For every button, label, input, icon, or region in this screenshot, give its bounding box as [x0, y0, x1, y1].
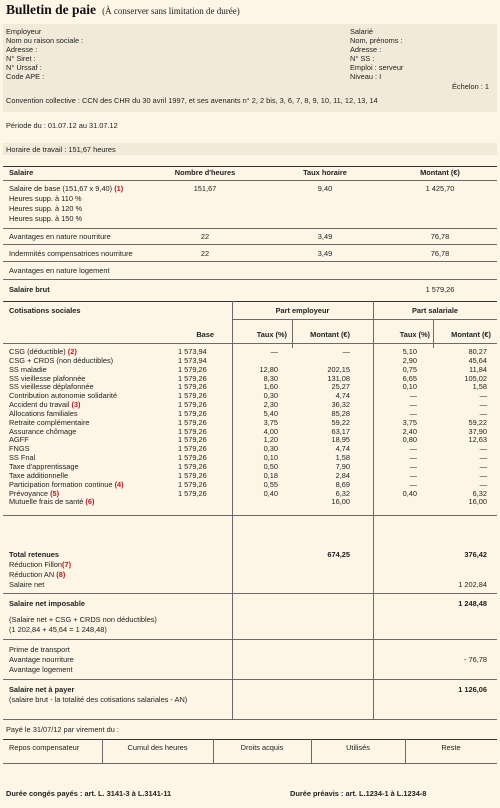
col-rate-er-header: Taux (%): [256, 330, 287, 339]
contrib-amount-ee-cell: —: [479, 400, 487, 410]
col-amount-ee-header: Montant (€): [451, 330, 491, 339]
leave-top-rule: [3, 739, 497, 740]
contrib-rate-ee-cell: 0,10: [402, 382, 417, 392]
contrib-amount-ee-cell: —: [479, 479, 487, 489]
base-salary-amount: 1 425,70: [425, 184, 455, 193]
col-rate-ee-header: Taux (%): [399, 330, 430, 339]
contrib-rate-ee-cell: 5,10: [402, 347, 417, 356]
extras-rule: [3, 679, 497, 680]
contrib-base-cell: 1 579,26: [178, 444, 207, 454]
contrib-rate-er-cell: 1,20: [263, 435, 278, 445]
contrib-row-label: Taxe d'apprentissage: [9, 461, 79, 471]
taxable-note-calc: (1 202,84 + 45,64 = 1 248,48): [9, 625, 107, 634]
contrib-rate-ee-cell: 2,40: [402, 426, 417, 436]
contrib-rate-er-cell: —: [270, 347, 278, 356]
document-title: Bulletin de paie: [6, 2, 97, 17]
contrib-base-cell: 1 579,26: [178, 400, 207, 410]
contrib-rate-er-cell: 5,40: [263, 408, 278, 418]
footer-paid-leave: Durée congés payés : art. L. 3141-3 à L.3141-11: [6, 789, 172, 798]
contrib-amount-er-cell: 85,28: [331, 408, 350, 418]
contrib-row-label: FNGS: [9, 444, 30, 454]
contrib-top-rule: [3, 301, 497, 302]
leave-bottom-rule: [3, 763, 497, 764]
part-heading-rule: [232, 319, 497, 320]
leave-col-droits: Droits acquis: [240, 743, 284, 752]
contrib-rate-er-cell: 12,80: [259, 364, 278, 374]
contrib-row-label: AGFF: [9, 435, 29, 445]
contrib-base-cell: [178, 498, 207, 507]
contrib-base-cell: 1 579,26: [178, 373, 207, 383]
contrib-rate-ee-cell: —: [409, 461, 417, 471]
contrib-row-label: SS Fnal: [9, 453, 36, 463]
contrib-amount-er-cell: 18,95: [331, 435, 350, 445]
contrib-rate-er-cell: [232, 498, 278, 507]
contrib-row-label: Prévoyance (5): [9, 488, 60, 498]
contrib-row-label: Allocations familiales: [9, 408, 78, 418]
ref-note: (2): [67, 347, 77, 356]
food-benefit-rate: 3,49: [317, 232, 333, 241]
net-salary-amount: 1 202,84: [458, 580, 487, 589]
contrib-amount-er-col: [292, 348, 350, 507]
base-salary-label: [9, 185, 123, 194]
contrib-rate-ee-cell: 2,90: [402, 355, 417, 365]
contrib-row-label: Participation formation continue (4): [9, 479, 124, 489]
employee-name-label: Nom, prénoms :: [350, 36, 403, 45]
food-indemnity-hours: 22: [200, 249, 210, 258]
contrib-amount-er-cell: 16,00: [331, 497, 350, 507]
contrib-amount-er-cell: 2,84: [335, 470, 350, 480]
contrib-amount-ee-cell: 12,63: [468, 435, 487, 445]
gross-salary-amount: 1 579,26: [425, 285, 455, 294]
employer-ape-label: Code APE :: [6, 72, 45, 81]
contrib-amount-er-cell: —: [342, 347, 350, 356]
contrib-row-label: CSG (déductible) (2): [9, 347, 77, 356]
contrib-rate-ee-cell: —: [409, 444, 417, 454]
contrib-amount-er-cell: 59,22: [331, 417, 350, 427]
footer-notice: Durée préavis : art. L.1234-1 à L.1234-8: [290, 789, 427, 798]
base-salary-text: Salaire de base (151,67 x 9,40): [9, 184, 113, 193]
an-reduction: Réduction AN (8): [9, 570, 66, 579]
contrib-rate-ee-cell: 6,65: [402, 373, 417, 383]
contrib-row-label: Retraite complémentaire: [9, 417, 90, 427]
total-retenues-employee: 376,42: [464, 550, 487, 559]
ref-note: (3): [71, 400, 81, 410]
contrib-labels-col: [9, 348, 189, 507]
ref-note: (7): [62, 560, 72, 569]
contrib-rate-er-cell: 0,30: [263, 444, 278, 454]
period-text: Période du : 01.07.12 au 31.07.12: [6, 121, 118, 130]
contrib-amount-ee-cell: 80,27: [468, 347, 487, 356]
employer-part-heading: Part employeur: [275, 306, 330, 315]
leave-col-reste: Reste: [441, 743, 461, 752]
housing-benefit-label: Avantages en nature logement: [9, 266, 110, 275]
housing-advantage-label: Avantage logement: [9, 665, 73, 674]
base-salary-hours: 151,67: [193, 184, 217, 193]
taxable-rule: [3, 639, 497, 640]
contrib-amount-ee-cell: 1,58: [472, 382, 487, 392]
contrib-base-cell: 1 573,94: [178, 355, 207, 365]
contrib-base-cell: 1 579,26: [178, 417, 207, 427]
employer-name-label: Nom ou raison sociale :: [6, 36, 84, 45]
contrib-base-cell: 1 579,26: [178, 426, 207, 436]
contrib-amount-ee-cell: 59,22: [468, 417, 487, 427]
contrib-rate-ee-cell: —: [409, 400, 417, 410]
employer-siret-label: N° Siret :: [6, 54, 36, 63]
leave-col-cumul: Cumul des heures: [127, 743, 188, 752]
contrib-base-cell: 1 579,26: [178, 488, 207, 498]
contrib-rate-ee-cell: 0,80: [402, 435, 417, 445]
net-pay-note: (salaire brut - la totalité des cotisations salariales - AN): [9, 695, 188, 704]
contrib-rate-er-col: [232, 348, 278, 507]
contrib-rate-er-cell: 0,50: [263, 461, 278, 471]
contrib-amount-ee-cell: —: [479, 453, 487, 463]
gross-salary-label: Salaire brut: [9, 285, 50, 294]
net-salary-label: Salaire net: [9, 580, 45, 589]
contrib-title: Cotisations sociales: [9, 306, 81, 315]
contrib-rate-er-cell: 8,30: [263, 373, 278, 383]
contrib-rate-ee-cell: 0,75: [402, 364, 417, 374]
food-advantage-amount: - 76,78: [463, 655, 487, 664]
food-benefit-hours: 22: [200, 232, 210, 241]
overtime-110: Heures supp. à 110 %: [9, 194, 82, 203]
contrib-base-cell: 1 579,26: [178, 461, 207, 471]
taxable-amount: 1 248,48: [458, 599, 487, 608]
total-retenues-employer: 674,25: [327, 550, 350, 559]
employee-echelon-label: Échelon : 1: [452, 82, 489, 91]
ref-note: (6): [85, 497, 95, 507]
contrib-amount-er-cell: 7,90: [335, 461, 350, 471]
salary-header-label: Salaire: [9, 168, 34, 177]
indemnity-rule: [3, 261, 497, 262]
contrib-row-label: SS vieillesse déplafonnée: [9, 382, 94, 392]
contrib-base-cell: 1 579,26: [178, 364, 207, 374]
leave-col-repos: Repos compensateur: [9, 743, 80, 752]
employee-job-label: Emploi : serveur: [350, 63, 404, 72]
contrib-rate-ee-cell: —: [409, 470, 417, 480]
contrib-rate-ee-cell: —: [409, 479, 417, 489]
contrib-rate-er-cell: 0,18: [263, 470, 278, 480]
employer-heading: Employeur: [6, 27, 42, 36]
food-benefit-label: Avantages en nature nourriture: [9, 232, 111, 241]
food-indemnity-label: Indemnités compensatrices nourriture: [9, 249, 133, 258]
base-salary-rate: 9,40: [317, 184, 333, 193]
contrib-rate-ee-cell: 3,75: [402, 417, 417, 427]
contrib-base-cell: 1 579,26: [178, 435, 207, 445]
contrib-base-cell: 1 579,26: [178, 382, 207, 392]
contrib-base-cell: 1 579,26: [178, 470, 207, 480]
contrib-base-cell: 1 579,26: [178, 391, 207, 401]
salary-header-hours: Nombre d'heures: [174, 168, 236, 177]
contrib-amount-er-cell: 6,32: [335, 488, 350, 498]
employee-part-heading: Part salariale: [411, 306, 459, 315]
food-indemnity-amount: 76,78: [430, 249, 450, 258]
contrib-amount-ee-cell: 37,90: [468, 426, 487, 436]
contrib-amount-ee-cell: 11,84: [469, 364, 487, 374]
ref-note: (4): [114, 479, 124, 489]
taxable-label: Salaire net imposable: [9, 599, 85, 608]
pay-rule: [3, 719, 497, 720]
contrib-base-col: [178, 348, 207, 507]
total-retenues-label: Total retenues: [9, 550, 59, 559]
net-rule: [3, 593, 497, 594]
contrib-body-rule: [3, 515, 497, 516]
contrib-row-label: SS vieillesse plafonnée: [9, 373, 86, 383]
contrib-amount-ee-cell: 6,32: [472, 488, 487, 498]
contrib-amount-ee-cell: —: [479, 461, 487, 471]
contrib-row-label: Taxe additionnelle: [9, 470, 69, 480]
contrib-row-label: Mutuelle frais de santé (6): [9, 497, 95, 507]
work-hours-text: Horaire de travail : 151,67 heures: [6, 145, 116, 154]
col-base-header: Base: [196, 330, 214, 339]
contrib-rate-ee-cell: —: [409, 408, 417, 418]
contrib-amount-er-cell: 4,74: [335, 444, 350, 454]
employee-heading: Salarié: [350, 27, 374, 36]
contrib-rate-er-cell: 0,55: [263, 479, 278, 489]
contrib-rate-er-cell: 4,00: [263, 426, 278, 436]
contrib-base-cell: 1 579,26: [178, 408, 207, 418]
contrib-amount-ee-cell: —: [479, 408, 487, 418]
ref-note: (8): [56, 570, 66, 579]
contrib-rate-er-cell: 3,75: [263, 417, 278, 427]
contrib-amount-er-cell: 202,15: [327, 364, 350, 374]
contrib-rate-ee-cell: —: [409, 453, 417, 463]
overtime-120: Heures supp. à 120 %: [9, 204, 83, 213]
salary-header-amount: Montant (€): [420, 168, 460, 177]
food-benefit-amount: 76,78: [430, 232, 450, 241]
document-subtitle: (À conserver sans limitation de durée): [102, 6, 240, 16]
contrib-amount-er-cell: 1,58: [335, 453, 350, 463]
salary-top-rule: [3, 166, 497, 167]
contrib-amount-ee-cell: 105,02: [464, 373, 487, 383]
transport-bonus-label: Prime de transport: [9, 645, 70, 654]
contrib-row-label: Assurance chômage: [9, 426, 77, 436]
salary-header-rule: [3, 180, 497, 181]
contrib-amount-ee-cell: 45,64: [468, 355, 487, 365]
contrib-row-label: Accident du travail (3): [9, 400, 81, 410]
contrib-amount-er-cell: 25,27: [331, 382, 350, 392]
contrib-amount-ee-cell: —: [479, 444, 487, 454]
contrib-rate-ee-col: [373, 348, 417, 507]
base-salary-ref: (1): [114, 184, 124, 193]
contrib-rate-er-cell: 2,30: [263, 400, 278, 410]
contrib-base-cell: 1 579,26: [178, 453, 207, 463]
food-advantage-label: Avantage nourriture: [9, 655, 74, 664]
paid-on-text: Payé le 31/07/12 par virement du :: [6, 725, 119, 734]
contrib-rate-ee-cell: —: [409, 391, 417, 401]
contrib-amount-er-cell: 63,17: [331, 426, 350, 436]
employee-address-label: Adresse :: [350, 45, 382, 54]
net-pay-label: Salaire net à payer: [9, 685, 75, 694]
contrib-row-label: SS maladie: [9, 364, 47, 374]
contrib-amount-er-cell: 8,69: [335, 479, 350, 489]
contrib-rate-er-cell: 0,10: [263, 453, 278, 463]
ref-note: (5): [50, 488, 60, 498]
net-pay-amount: 1 126,06: [458, 685, 487, 694]
contrib-amount-er-cell: 131,08: [327, 373, 350, 383]
fillon-reduction: Réduction Fillon(7): [9, 560, 72, 569]
contrib-amount-ee-cell: 16,00: [468, 497, 487, 507]
contrib-row-label: Contribution autonomie solidarité: [9, 391, 118, 401]
overtime-rule: [3, 228, 497, 229]
employer-urssaf-label: N° Urssaf :: [6, 63, 42, 72]
taxable-note-formula: (Salaire net + CSG + CRDS non déductibles): [9, 615, 157, 624]
contrib-base-cell: 1 573,94: [178, 347, 207, 356]
contrib-rate-ee-cell: [373, 498, 417, 507]
employer-address-label: Adresse :: [6, 45, 38, 54]
contrib-header-rule: [3, 343, 497, 344]
contrib-row-label: CSG + CRDS (non déductibles): [9, 355, 114, 365]
convention-text: Convention collective : CCN des CHR du 30 avril 1997, et ses avenants n° 2, 2 bis, 3, 6, 7, 8, 9, 10, 11, 12, 13, 14: [6, 96, 378, 105]
contrib-amount-ee-col: [433, 348, 487, 507]
salary-header-rate: Taux horaire: [303, 168, 347, 177]
employee-ss-label: N° SS :: [350, 54, 375, 63]
contrib-amount-ee-cell: —: [479, 470, 487, 480]
title-row: [6, 2, 240, 18]
food-indemnity-rate: 3,49: [317, 249, 333, 258]
contrib-amount-er-cell: 36,32: [331, 400, 350, 410]
col-amount-er-header: Montant (€): [310, 330, 350, 339]
contrib-rate-er-cell: 1,60: [263, 382, 278, 392]
employee-block: [350, 28, 496, 82]
food-rule: [3, 244, 497, 245]
overtime-150: Heures supp. à 150 %: [9, 214, 83, 223]
housing-rule: [3, 279, 497, 280]
employee-level-label: Niveau : I: [350, 72, 382, 81]
contrib-rate-ee-cell: 0,40: [402, 488, 417, 498]
contrib-amount-er-cell: 4,74: [335, 391, 350, 401]
contrib-rate-er-cell: 0,30: [263, 391, 278, 401]
contrib-base-cell: 1 579,26: [178, 479, 207, 489]
leave-col-utilises: Utilisés: [346, 743, 370, 752]
contrib-rate-er-cell: 0,40: [263, 488, 278, 498]
contrib-amount-ee-cell: —: [479, 391, 487, 401]
